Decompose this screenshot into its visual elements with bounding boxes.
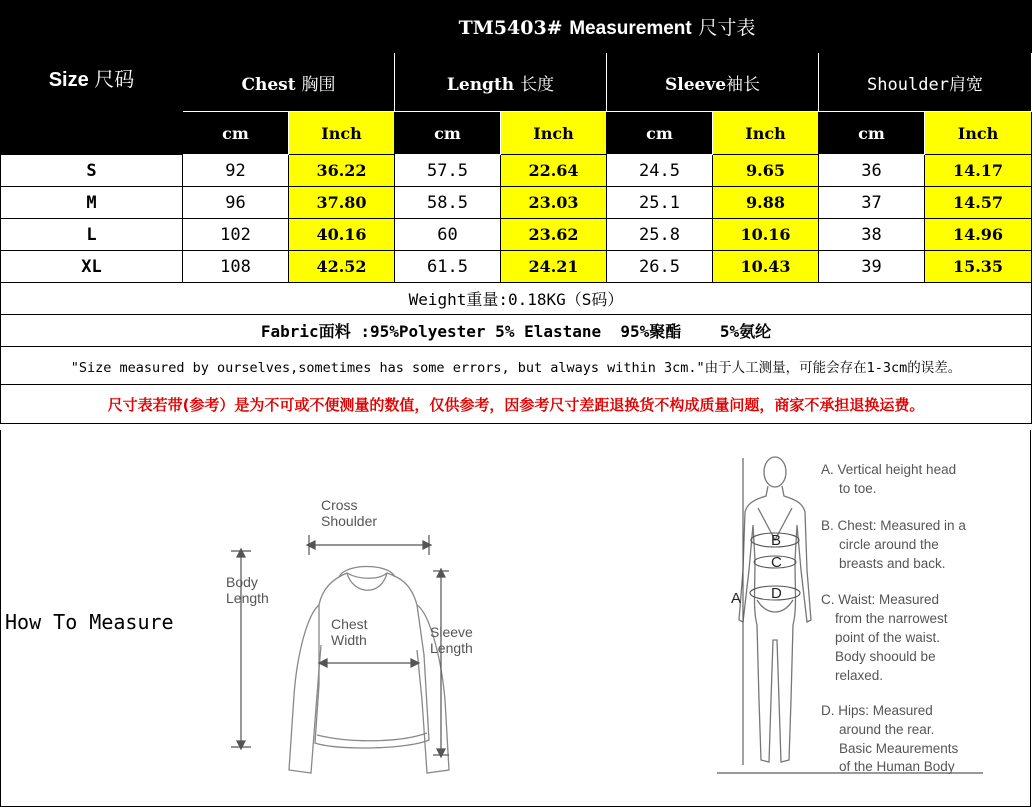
arrow-head <box>237 549 245 557</box>
chest-inch-cell: 36.22 <box>289 155 395 187</box>
shoulder-inch-cell: 14.57 <box>925 187 1032 219</box>
cross-shoulder-label-1: Cross <box>321 497 358 513</box>
sweater-left-sleeve <box>289 605 321 773</box>
note-b-line-2: circle around the <box>839 537 939 552</box>
unit-cm-header: cm <box>607 112 713 155</box>
body-length-label-2: Length <box>226 590 269 606</box>
length-inch-cell: 24.21 <box>501 251 607 283</box>
chest-inch-cell: 42.52 <box>289 251 395 283</box>
note-d-line-1: D. Hips: Measured <box>821 703 933 718</box>
arrow-head <box>307 541 315 549</box>
group-header-length <box>395 53 607 112</box>
size-cell: L <box>1 219 183 251</box>
group-chest-en: Chest <box>241 74 296 95</box>
sleeve-cm-cell: 25.8 <box>607 219 713 251</box>
chest-cm-cell: 102 <box>183 219 289 251</box>
letter-b: B <box>771 532 782 549</box>
unit-inch-header: Inch <box>289 112 395 155</box>
shoulder-cm-cell: 37 <box>819 187 925 219</box>
unit-cm-header: cm <box>183 112 289 155</box>
group-length-en: Length <box>446 74 515 95</box>
how-to-measure-label: How To Measure <box>5 610 174 634</box>
sleeve-inch-cell: 9.88 <box>713 187 819 219</box>
chest-cm-cell: 108 <box>183 251 289 283</box>
unit-cm-header: cm <box>395 112 501 155</box>
table-title <box>183 1 1032 53</box>
size-cell: S <box>1 155 183 187</box>
chest-cm-cell: 92 <box>183 155 289 187</box>
length-cm-cell: 58.5 <box>395 187 501 219</box>
sleeve-length-label-1: Sleeve <box>430 624 473 640</box>
group-shoulder-cn: 肩宽 <box>948 74 983 95</box>
note-c-line-3: point of the waist. <box>835 630 941 645</box>
size-header <box>1 1 183 155</box>
group-length-cn: 长度 <box>520 74 555 95</box>
shoulder-cm-cell: 38 <box>819 219 925 251</box>
title-code: TM5403# <box>458 17 563 39</box>
arrow-head <box>437 569 445 577</box>
arrow-head <box>237 741 245 749</box>
note-c-line-5: relaxed. <box>835 668 884 683</box>
length-inch-cell: 22.64 <box>501 155 607 187</box>
length-cm-cell: 60 <box>395 219 501 251</box>
sleeve-cm-cell: 24.5 <box>607 155 713 187</box>
note-c-line-4: Body shoould be <box>835 649 936 664</box>
note-c-line-1: C. Waist: Measured <box>821 592 940 607</box>
unit-cm-header: cm <box>819 112 925 155</box>
arrow-head <box>437 749 445 757</box>
group-header-chest <box>183 53 395 112</box>
title-cn: 尺寸表 <box>698 17 756 39</box>
table-row <box>1 155 1032 187</box>
note-c-line-2: from the narrowest <box>835 611 948 626</box>
chest-inch-cell: 37.80 <box>289 187 395 219</box>
cross-shoulder-label-2: Shoulder <box>321 513 378 529</box>
size-cell: M <box>1 187 183 219</box>
fabric-row <box>1 315 1032 347</box>
figure-body-outline <box>739 486 811 762</box>
shoulder-cm-cell: 36 <box>819 155 925 187</box>
group-sleeve-cn: 袖长 <box>726 74 761 95</box>
table-row <box>1 187 1032 219</box>
note-b-line-3: breasts and back. <box>839 556 946 571</box>
body-length-label-1: Body <box>226 574 258 590</box>
length-cm-cell: 61.5 <box>395 251 501 283</box>
table-row <box>1 251 1032 283</box>
sleeve-inch-cell: 10.43 <box>713 251 819 283</box>
shoulder-inch-cell: 14.17 <box>925 155 1032 187</box>
size-header-en: Size <box>48 69 89 91</box>
unit-inch-header: Inch <box>501 112 607 155</box>
letter-d: D <box>771 585 782 602</box>
length-inch-cell: 23.62 <box>501 219 607 251</box>
title-en: Measurement <box>569 18 692 39</box>
chest-width-label-2: Width <box>331 632 367 648</box>
sleeve-cm-cell: 25.1 <box>607 187 713 219</box>
figure-head <box>764 457 786 487</box>
table-row <box>1 219 1032 251</box>
group-header-sleeve <box>607 53 819 112</box>
unit-inch-header: Inch <box>713 112 819 155</box>
note-a-line-1: A. Vertical height head <box>821 462 957 477</box>
chest-inch-cell: 40.16 <box>289 219 395 251</box>
note-b-line-1: B. Chest: Measured in a <box>821 518 966 533</box>
disclaimer-row <box>1 347 1032 385</box>
size-cell: XL <box>1 251 183 283</box>
shoulder-inch-cell: 14.96 <box>925 219 1032 251</box>
size-header-cn: 尺码 <box>94 67 135 91</box>
sleeve-cm-cell: 26.5 <box>607 251 713 283</box>
arrow-head <box>423 541 431 549</box>
length-cm-cell: 57.5 <box>395 155 501 187</box>
sweater-hem <box>317 733 427 741</box>
sleeve-inch-cell: 10.16 <box>713 219 819 251</box>
note-d-line-3: Basic Meaurements <box>839 741 959 756</box>
shoulder-cm-cell: 39 <box>819 251 925 283</box>
sweater-diagram <box>219 485 489 785</box>
sleeve-length-label-2: Length <box>430 640 473 656</box>
warning-text: 尺寸表若带(参考）是为不可或不便测量的数值，仅供参考，因参考尺寸差距退换货不构成质量问题，商家不承担退换运费。 <box>1 385 1032 424</box>
group-sleeve-en: Sleeve <box>664 74 727 95</box>
weight-row <box>1 283 1032 315</box>
note-d-line-2: around the rear. <box>839 722 935 737</box>
length-inch-cell: 23.03 <box>501 187 607 219</box>
warning-row <box>1 385 1032 424</box>
unit-inch-header: Inch <box>925 112 1032 155</box>
group-shoulder-en: Shoulder <box>867 74 949 95</box>
group-chest-cn: 胸围 <box>301 74 336 95</box>
body-measure-diagram <box>713 450 988 780</box>
note-a-line-2: to toe. <box>839 481 877 496</box>
fabric-text: Fabric面料 :95%Polyester 5% Elastane 95%聚酯 5%氨纶 <box>1 315 1032 347</box>
disclaimer-text: "Size measured by ourselves,sometimes has some errors, but always within 3cm."由于人工测量，可能会存在1-3cm的误差。 <box>1 347 1032 385</box>
note-d-line-4: of the Human Body <box>839 759 955 774</box>
weight-text: Weight重量:0.18KG（S码） <box>1 283 1032 315</box>
how-to-measure-panel <box>0 430 1031 807</box>
letter-a: A <box>731 590 742 607</box>
shoulder-inch-cell: 15.35 <box>925 251 1032 283</box>
letter-c: C <box>771 554 782 571</box>
group-header-shoulder <box>819 53 1032 112</box>
chest-cm-cell: 96 <box>183 187 289 219</box>
chest-width-label-1: Chest <box>331 616 368 632</box>
sleeve-inch-cell: 9.65 <box>713 155 819 187</box>
